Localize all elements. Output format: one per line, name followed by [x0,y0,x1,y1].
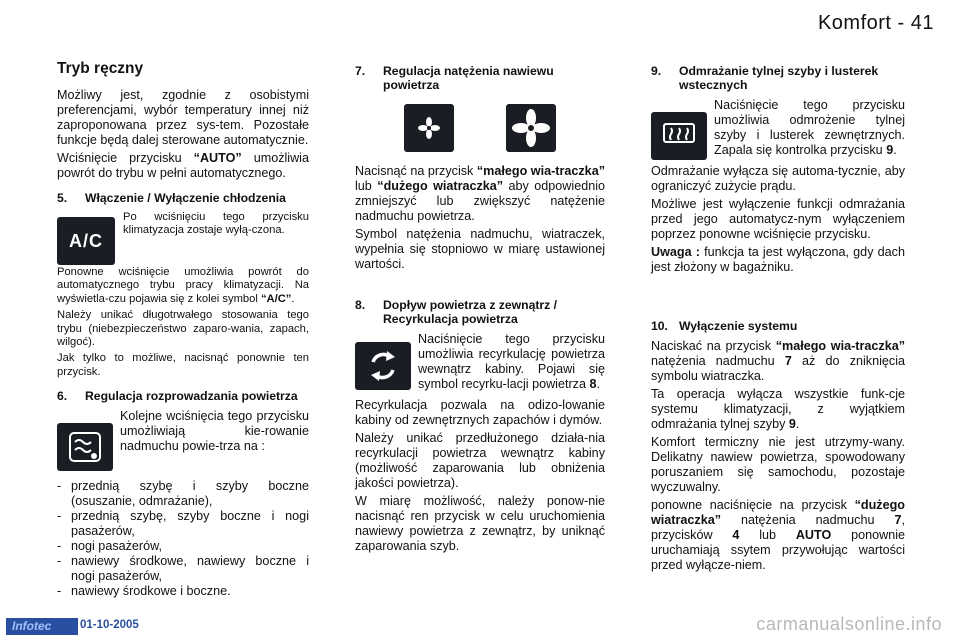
text: natężenia nadmuchu [721,513,895,527]
bullet: - [57,554,62,569]
emphasis: “A/C” [260,292,292,305]
section-heading-5 [57,191,309,205]
text: ponowne naciśnięcie na przycisk [651,498,855,512]
list-item-text: przednią szybę, szyby boczne i nogi pasażerów, [71,509,309,539]
emphasis: 9 [788,417,796,431]
text: . [795,417,800,431]
paragraph [651,498,905,573]
column-1 [57,60,309,599]
distribution-text [120,409,309,457]
paragraph: Możliwy jest, zgodnie z osobistymi preferencjami, wybór temperatury innej niż zaproponowana przez sys-tem. Pozostałe funkcje będą dalej sterowane automatycznie. [57,88,309,147]
section-number: 5. [57,191,68,205]
section-heading-text: Regulacja natężenia nawiewu powietrza [383,64,554,92]
paragraph: Symbol natężenia nadmuchu, wiatraczek, wypełnia się stopniowo w miarę ustawionej wartości. [355,227,605,271]
paragraph [651,245,905,275]
emphasis: “dużego wiatraczka” [377,179,504,193]
paragraph: Możliwe jest wyłączenie funkcji odmrażania przed jego automatycz-nym wyłączeniem poprzez ponowne wciśnięcie przycisku. [651,197,905,241]
emphasis: AUTO [795,528,832,542]
emphasis: 9 [886,143,894,157]
text: aż do zniknięcia symbolu wiatraczka. [651,354,905,383]
list-item-text: nawiewy środkowe i boczne. [71,584,231,599]
section-number: 10. [651,319,668,333]
large-fan-icon [506,104,556,152]
section-number: 9. [651,64,662,78]
section-heading-text: Dopływ powietrza z zewnątrz / Recyrkulacja powietrza [383,298,558,326]
paragraph [418,332,605,392]
list-item-text: nogi pasażerów, [71,539,163,554]
ac-block [57,211,309,265]
paragraph [57,151,309,181]
ac-icon-label: A/C [69,230,103,251]
text: lub [739,528,796,542]
recirculation-text [418,332,605,395]
rear-defrost-icon [651,112,707,160]
text: funkcja ta jest wyłączona, gdy dach jest złożony w bagażniku. [651,245,905,274]
paragraph [57,266,309,306]
paragraph: W miarę możliwość, należy ponow-nie nacisnąć ren przycisk w celu uruchomienia nawiewy powietrza z zewnątrz, by uniknąć zaparowania szyb. [355,494,605,553]
defrost-block [651,98,905,161]
section-number: 7. [355,64,366,78]
list-item [57,584,309,599]
text: Wciśnięcie przycisku [57,151,194,165]
section-heading-6 [57,389,309,403]
column-3 [651,64,905,576]
paragraph: Recyrkulacja pozwala na odizo-lowanie kabiny od zewnętrznych zapachów i dymów. [355,398,605,427]
air-distribution-icon [57,423,113,471]
section-heading-text: Odmrażanie tylnej szyby i lusterek wstecznych [679,64,879,92]
text: natężenia nadmuchu [651,354,785,368]
bullet: - [57,539,62,554]
paragraph [355,164,605,224]
list-item [57,554,309,584]
text: . [893,143,897,157]
emphasis: “małego wia-traczka” [476,164,605,178]
paragraph: Należy unikać przedłużonego działa-nia recyrkulacji powietrza wewnątrz kabiny (możliwość zaparowania lub obniżenia jakości powietrza). [355,431,605,490]
paragraph: Należy unikać długotrwałego stosowania tego trybu (niebezpieczeństwo zaparo-wania, zapach, wilgoć). [57,309,309,349]
emphasis: 4 [732,528,740,542]
paragraph: Jak tylko to możliwe, nacisnąć ponownie ten przycisk. [57,352,309,378]
small-fan-icon [404,104,454,152]
watermark: carmanualsonline.info [756,614,942,634]
text: , przycisków [651,513,905,542]
defrost-text [714,98,905,161]
emphasis: 7 [894,513,902,527]
emphasis: “AUTO” [193,151,242,165]
paragraph: Po wciśnięciu tego przycisku klimatyzacja zostaje wyłą-czona. [123,211,309,237]
text: ponownie uruchamiają ssytem przywołując wartości przed wyłącze-niem. [651,528,906,572]
paragraph [714,98,905,158]
text: umożliwia powrót do trybu w pełni automatycznego. [57,151,309,180]
list-item [57,539,309,554]
section-number: 8. [355,298,366,312]
recirculation-icon [355,342,411,390]
section-heading-text: Włączenie / Wyłączenie chłodzenia [85,191,286,205]
list-item-text: nawiewy środkowe, nawiewy boczne i nogi pasażerów, [71,554,309,584]
bullet: - [57,509,62,524]
bullet: - [57,479,62,494]
section-heading-text: Regulacja rozprowadzania powietrza [85,389,298,404]
bullet: - [57,584,62,599]
paragraph [651,387,905,432]
ac-text [123,211,309,241]
emphasis: Uwaga : [651,245,700,259]
paragraph: Kolejne wciśnięcia tego przycisku umożliwiają kie-rowanie nadmuchu powie-trza na : [120,409,309,454]
list-item-text: przednią szybę i szyby boczne (osuszanie, odmrażanie), [71,479,309,509]
section-number: 6. [57,389,68,404]
paragraph: Odmrażanie wyłącza się automa-tycznie, aby ograniczyć zużycie prądu. [651,164,905,193]
text: Ta operacja wyłącza wszystkie funk-cje systemu klimatyzacji, z wyjątkiem odmrażania tylnej szyby [651,387,905,431]
ac-icon [57,217,115,265]
distribution-block [57,409,309,471]
emphasis: “małego wia-traczka” [775,339,905,353]
section-heading-7 [355,64,605,92]
emphasis: “dużego wiatraczka” [651,498,905,527]
recirculation-block [355,332,605,395]
text: aby odpowiednio zmniejszyć lub zwiększyć natężenie nadmuchu powietrza. [355,179,606,223]
fan-icons [355,104,605,152]
text: . [291,292,295,305]
emphasis: 7 [784,354,792,368]
distribution-list [57,479,309,599]
text: Naciskać na przycisk [651,339,776,353]
section-heading-8 [355,298,605,326]
section-title-manual-mode: Tryb ręczny [57,60,144,77]
section-heading-9 [651,64,905,92]
infotec-logo: Infotec [6,618,78,635]
text: Ponowne wciśnięcie umożliwia powrót do automatycznego trybu pracy klimatyzacji. Na wyświetla-czu pojawia się z kolei symbol [57,266,309,305]
page-title: Komfort - 41 [817,12,934,34]
text: lub [355,179,378,193]
section-heading-text: Wyłączenie systemu [679,319,798,333]
list-item [57,509,309,539]
paragraph: Komfort termiczny nie jest utrzymy-wany. Delikatny nawiew powietrza, spowodowany poruszaniem się samochodu, pozostaje wyczuwalny. [651,435,905,494]
text: Naciśnięcie tego przycisku umożliwia recyrkulację powietrza wewnątrz kabiny. Pojawi się symbol recyrku-lacji powietrza [418,332,605,391]
text: Naciśnięcie tego przycisku umożliwia odmrożenie tylnej szyby i lusterek zewnętrznych. Zapala się kontrolka przycisku [714,98,905,157]
column-2 [355,64,605,557]
paragraph [651,339,905,384]
text: . [596,377,600,391]
text: Nacisnąć na przycisk [355,164,477,178]
emphasis: 8 [589,377,597,391]
footer-date: 01-10-2005 [80,619,139,631]
list-item [57,479,309,509]
section-heading-10 [651,319,905,333]
